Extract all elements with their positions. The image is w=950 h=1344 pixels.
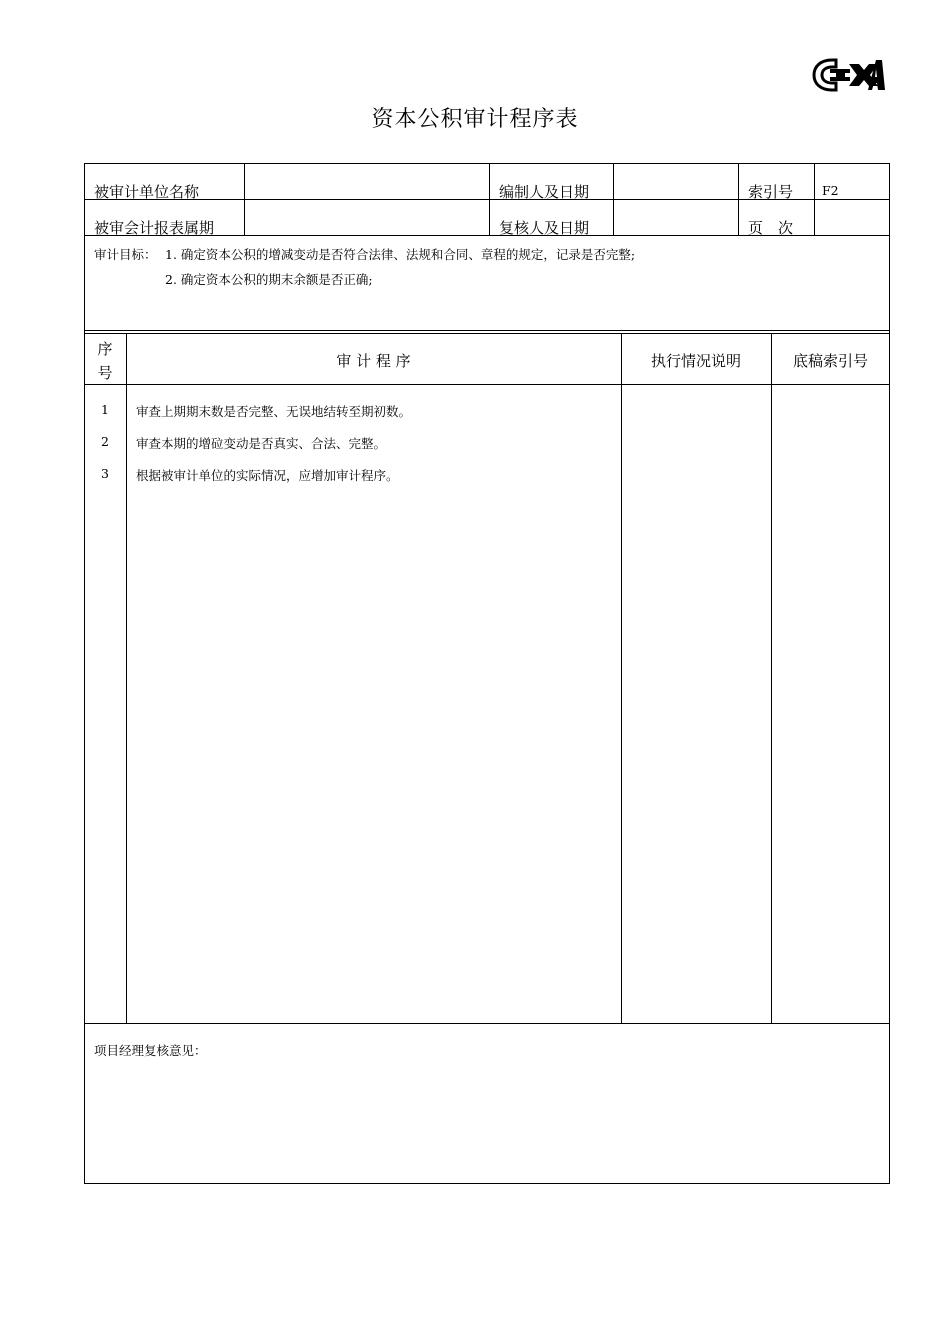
procedure-text: 审查上期期末数是否完整、无误地结转至期初数。 — [136, 404, 412, 419]
index-value[interactable]: F2 — [822, 183, 839, 198]
seq-header-line1: 序 — [97, 340, 113, 358]
procedure-header: 审 计 程 序 — [336, 352, 411, 370]
objective-item: 2. 确定资本公积的期末余额是否正确; — [165, 272, 373, 287]
row-number: 1 — [101, 402, 109, 417]
col-divider — [621, 333, 622, 1023]
period-label: 被审会计报表属期 — [94, 219, 215, 237]
audit-form — [84, 163, 890, 1184]
row-divider — [84, 1023, 890, 1024]
col-divider — [771, 333, 772, 1023]
col-divider — [244, 163, 245, 235]
index-label: 索引号 — [748, 183, 794, 201]
col-divider — [126, 333, 127, 1023]
col-divider — [489, 163, 490, 235]
auditee-label: 被审计单位名称 — [94, 183, 200, 201]
col-divider — [738, 163, 739, 235]
document-title: 资本公积审计程序表 — [371, 107, 579, 132]
reviewer-label: 复核人及日期 — [499, 219, 590, 237]
workpaper-header: 底稿索引号 — [792, 352, 868, 370]
col-divider — [613, 163, 614, 235]
row-divider — [84, 384, 890, 385]
row-number: 2 — [101, 434, 109, 449]
cpa-logo — [812, 56, 886, 94]
row-divider — [84, 333, 890, 334]
preparer-label: 编制人及日期 — [499, 183, 590, 201]
page-label: 页 次 — [748, 219, 794, 237]
procedure-text: 根据被审计单位的实际情况，应增加审计程序。 — [136, 468, 399, 483]
objective-item: 1. 确定资本公积的增减变动是否符合法律、法规和合同、章程的规定，记录是否完整; — [165, 247, 636, 262]
procedure-text: 审查本期的增砬变动是否真实、合法、完整。 — [136, 436, 387, 451]
col-divider — [814, 163, 815, 235]
execution-header: 执行情况说明 — [650, 352, 741, 370]
manager-review-label: 项目经理复核意见： — [94, 1043, 207, 1058]
row-number: 3 — [101, 466, 109, 481]
row-divider — [84, 330, 890, 331]
seq-header-line2: 号 — [97, 364, 113, 382]
objectives-label: 审计目标： — [94, 247, 157, 262]
